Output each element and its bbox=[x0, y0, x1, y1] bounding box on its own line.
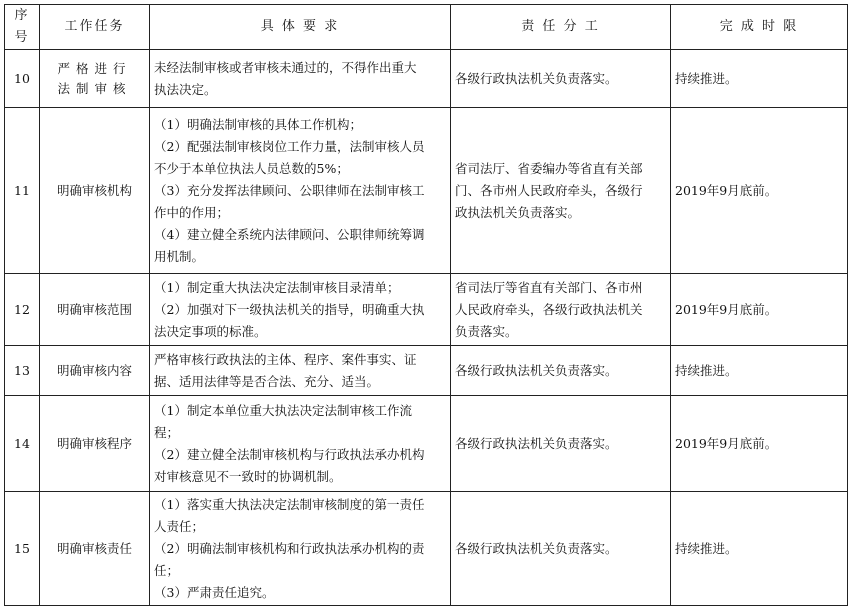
requirement-line: 人责任； bbox=[154, 518, 205, 534]
requirement-cell bbox=[150, 108, 451, 274]
responsibility-cell bbox=[451, 346, 671, 396]
task-cell bbox=[40, 492, 150, 606]
responsibility-line: 各级行政执法机关负责落实。 bbox=[455, 435, 618, 451]
row-number: 13 bbox=[5, 346, 40, 396]
deadline-cell: 持续推进。 bbox=[671, 50, 848, 108]
requirement-line: （1）落实重大执法决定法制审核制度的第一责任 bbox=[154, 496, 425, 512]
header-row bbox=[5, 5, 848, 50]
requirement-cell bbox=[150, 492, 451, 606]
table-row bbox=[5, 108, 848, 274]
responsibility-cell bbox=[451, 492, 671, 606]
responsibility-line: 省司法厅等省直有关部门、各市州 bbox=[455, 279, 643, 295]
task-line: 法制审核 bbox=[57, 80, 132, 96]
requirement-line: 用机制。 bbox=[154, 248, 205, 264]
requirements-table bbox=[4, 4, 848, 606]
requirement-line: 法决定事项的标准。 bbox=[154, 323, 267, 339]
table-row bbox=[5, 50, 848, 108]
task-cell bbox=[40, 50, 150, 108]
responsibility-line: 负责落实。 bbox=[455, 323, 518, 339]
requirement-line: （3）充分发挥法律顾问、公职律师在法制审核工 bbox=[154, 182, 425, 198]
table-row bbox=[5, 492, 848, 606]
requirement-line: 未经法制审核或者审核未通过的，不得作出重大 bbox=[154, 59, 417, 75]
requirement-line: （1）制定重大执法决定法制审核目录清单； bbox=[154, 279, 400, 295]
requirement-line: 任； bbox=[154, 562, 180, 578]
deadline-cell: 2019年9月底前。 bbox=[671, 108, 848, 274]
responsibility-cell bbox=[451, 396, 671, 492]
task-line: 明确审核机构 bbox=[56, 182, 132, 198]
responsibility-cell bbox=[451, 274, 671, 346]
table-row bbox=[5, 346, 848, 396]
requirement-line: 执法决定。 bbox=[154, 81, 217, 97]
header-seq: 序号 bbox=[5, 5, 40, 50]
deadline-cell: 持续推进。 bbox=[671, 346, 848, 396]
responsibility-line: 各级行政执法机关负责落实。 bbox=[455, 70, 618, 86]
responsibility-cell bbox=[451, 108, 671, 274]
deadline-cell: 2019年9月底前。 bbox=[671, 274, 848, 346]
row-number: 10 bbox=[5, 50, 40, 108]
requirement-line: 不少于本单位执法人员总数的5%； bbox=[154, 160, 349, 176]
header-responsibility: 责 任 分 工 bbox=[451, 5, 671, 50]
header-requirement: 具 体 要 求 bbox=[150, 5, 451, 50]
requirement-line: 对审核意见不一致时的协调机制。 bbox=[154, 468, 342, 484]
responsibility-line: 省司法厅、省委编办等省直有关部 bbox=[455, 160, 643, 176]
requirement-line: 据、适用法律等是否合法、充分、适当。 bbox=[154, 373, 380, 389]
table-row bbox=[5, 274, 848, 346]
requirement-line: 程； bbox=[154, 424, 180, 440]
requirement-line: （2）配强法制审核岗位工作力量，法制审核人员 bbox=[154, 138, 425, 154]
deadline-cell: 持续推进。 bbox=[671, 492, 848, 606]
task-line: 明确审核程序 bbox=[56, 435, 132, 451]
task-line: 明确审核责任 bbox=[56, 540, 132, 556]
requirement-line: 作中的作用； bbox=[154, 204, 230, 220]
requirement-line: （1）制定本单位重大执法决定法制审核工作流 bbox=[154, 402, 412, 418]
requirement-line: （1）明确法制审核的具体工作机构； bbox=[154, 116, 362, 132]
row-number: 11 bbox=[5, 108, 40, 274]
responsibility-line: 政执法机关负责落实。 bbox=[455, 204, 581, 220]
task-line: 明确审核内容 bbox=[56, 362, 132, 378]
task-line: 严格进行 bbox=[57, 60, 132, 76]
row-number: 12 bbox=[5, 274, 40, 346]
requirement-line: 严格审核行政执法的主体、程序、案件事实、证 bbox=[154, 351, 417, 367]
task-line: 明确审核范围 bbox=[56, 301, 132, 317]
requirement-line: （4）建立健全系统内法律顾问、公职律师统筹调 bbox=[154, 226, 425, 242]
requirement-line: （2）建立健全法制审核机构与行政执法承办机构 bbox=[154, 446, 425, 462]
row-number: 15 bbox=[5, 492, 40, 606]
header-deadline: 完 成 时 限 bbox=[671, 5, 848, 50]
requirement-cell bbox=[150, 396, 451, 492]
task-cell bbox=[40, 108, 150, 274]
requirement-cell bbox=[150, 274, 451, 346]
requirement-cell bbox=[150, 346, 451, 396]
requirement-line: （2）加强对下一级执法机关的指导，明确重大执 bbox=[154, 301, 425, 317]
task-cell bbox=[40, 396, 150, 492]
requirement-line: （3）严肃责任追究。 bbox=[154, 584, 275, 600]
responsibility-cell bbox=[451, 50, 671, 108]
task-cell bbox=[40, 346, 150, 396]
row-number: 14 bbox=[5, 396, 40, 492]
task-cell bbox=[40, 274, 150, 346]
responsibility-line: 各级行政执法机关负责落实。 bbox=[455, 540, 618, 556]
responsibility-line: 门、各市州人民政府牵头，各级行 bbox=[455, 182, 643, 198]
responsibility-line: 人民政府牵头，各级行政执法机关 bbox=[455, 301, 643, 317]
requirement-cell bbox=[150, 50, 451, 108]
responsibility-line: 各级行政执法机关负责落实。 bbox=[455, 362, 618, 378]
requirement-line: （2）明确法制审核机构和行政执法承办机构的责 bbox=[154, 540, 425, 556]
header-task: 工作任务 bbox=[40, 5, 150, 50]
deadline-cell: 2019年9月底前。 bbox=[671, 396, 848, 492]
table-row bbox=[5, 396, 848, 492]
